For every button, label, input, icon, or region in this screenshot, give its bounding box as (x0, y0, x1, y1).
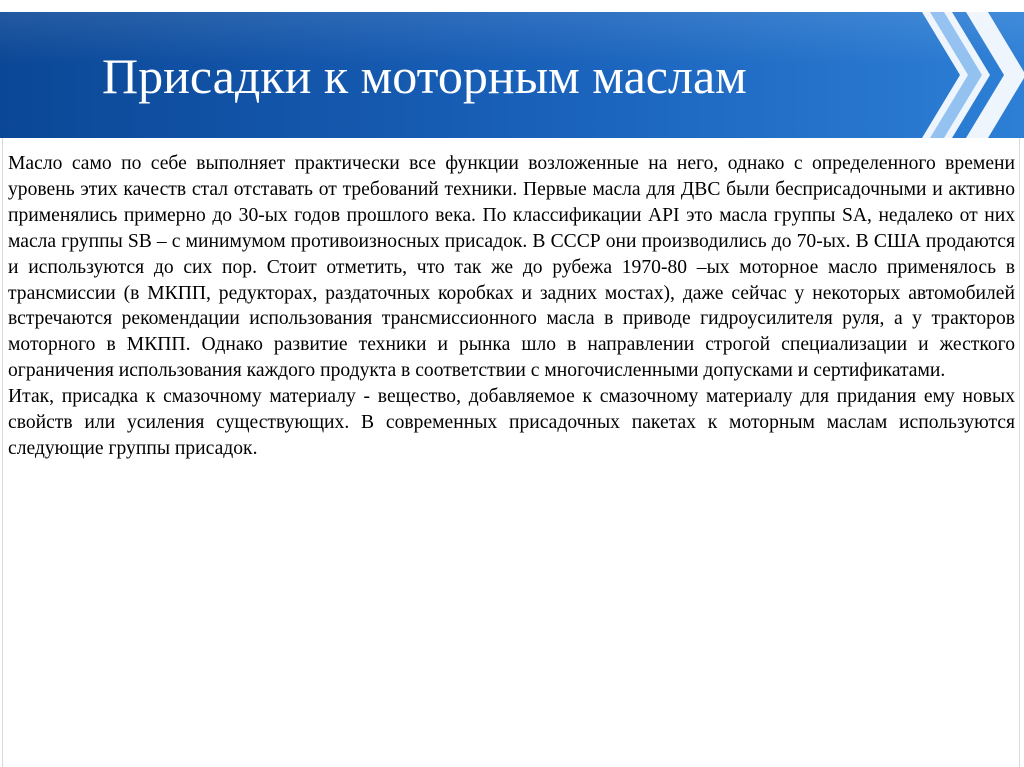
body-text (8, 151, 1015, 462)
title-banner (0, 12, 1024, 138)
right-frame-line (1019, 138, 1020, 767)
left-frame-line (2, 138, 3, 767)
body-paragraph-2: Итак, присадка к смазочному материалу - вещество, добавляемое к смазочному материалу для придания ему новых свойств или усиления существующих. В современных присадочных пакетах к моторным маслам используются следующие группы присадок. (8, 386, 1015, 459)
body-paragraph-1: Масло само по себе выполняет практически все функции возложенные на него, однако с определенного времени уровень этих качеств стал отставать от требований техники. Первые масла для ДВС были беcприсадочными и активно применялись примерно до 30-ых годов прошлого века. По классификации API это масла группы SA, недалеко от них масла группы SB – с минимумом противоизносных присадок. В СССР они производились до 70-ых. В США продаются и используются до сих пор. Стоит отметить, что так же до рубежа 1970-80 –ых моторное масло применялось в трансмиссии (в МКПП, редукторах, раздаточных коробках и задних мостах), даже сейчас у некоторых автомобилей встречаются рекомендации использования трансмиссионного масла в приводе гидроусилителя руля, а у тракторов моторного в МКПП. Однако развитие техники и рынка шло в направлении строгой специализации и жесткого ограничения использования каждого продукта в соответствии с многочисленными допусками и сертификатами. (8, 153, 1015, 382)
slide-title: Присадки к моторным маслам (102, 48, 747, 104)
